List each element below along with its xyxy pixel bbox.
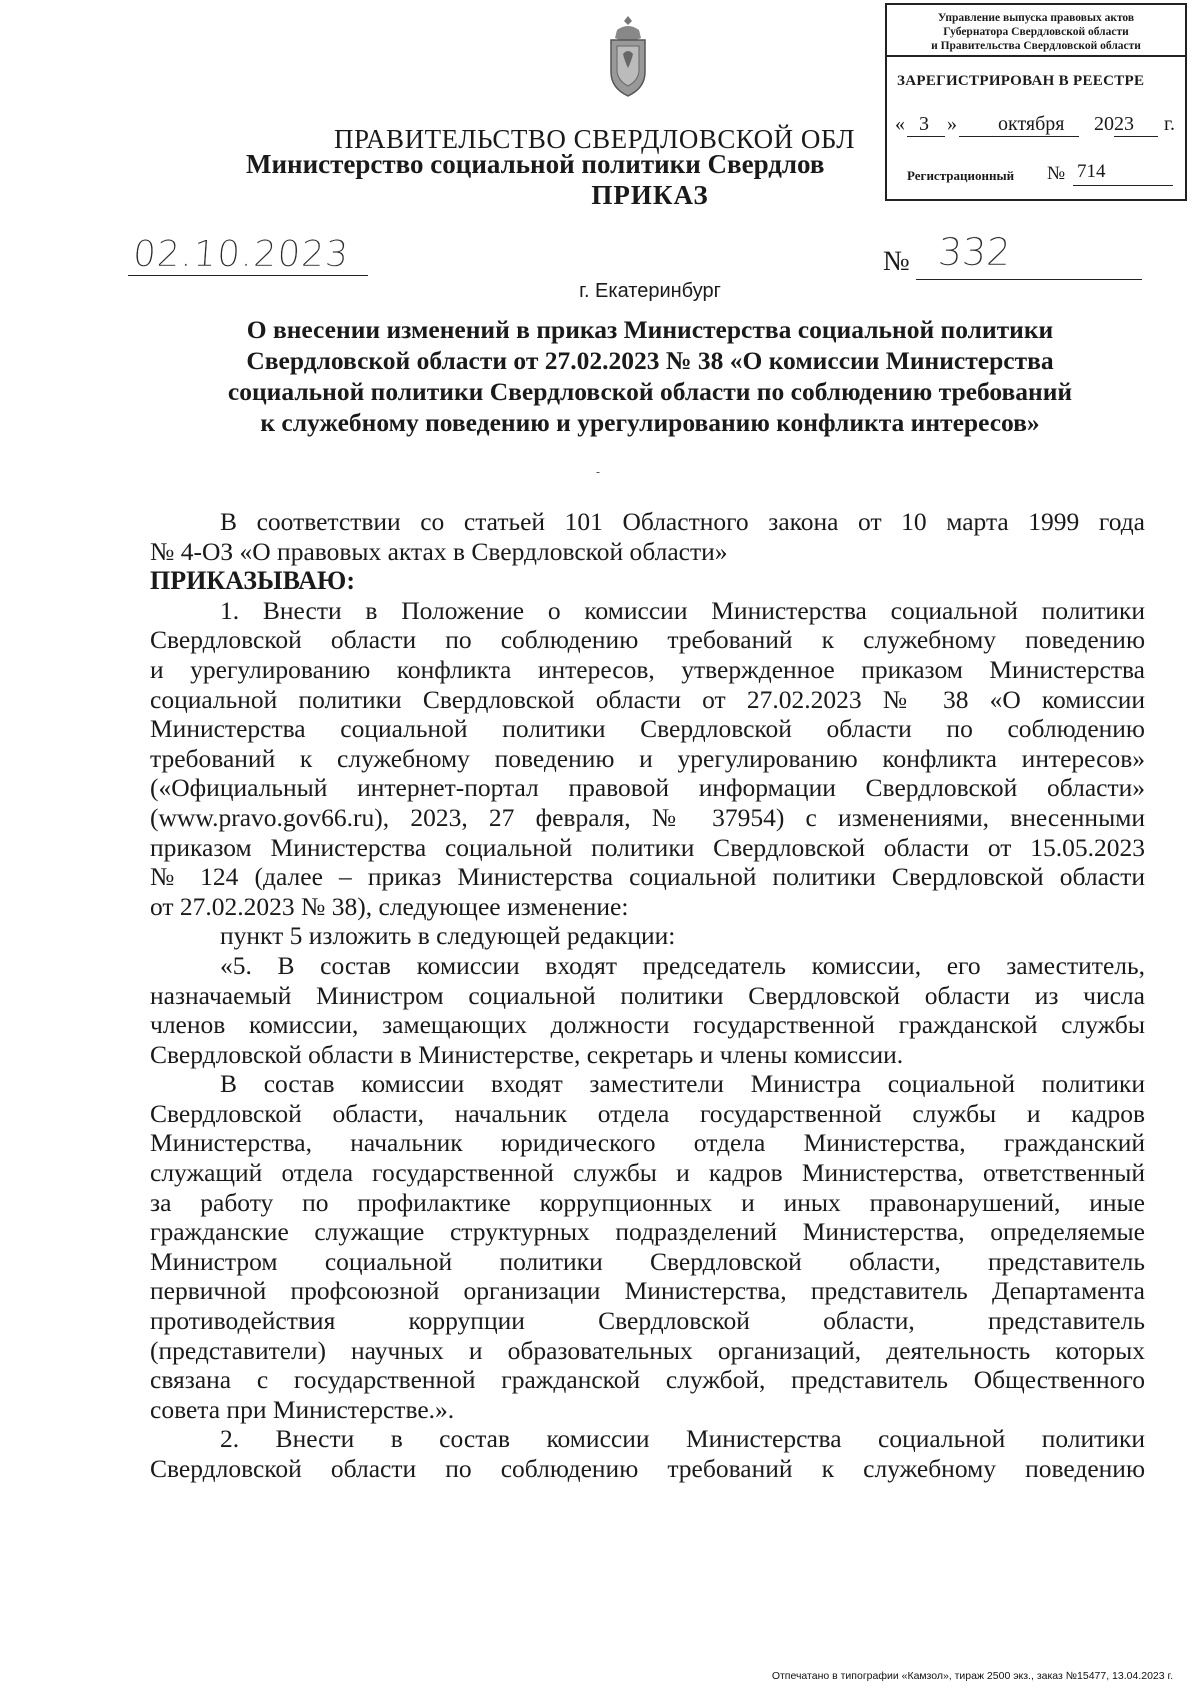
- body-line: Министерства социальной политики Свердловской области по соблюдению: [150, 714, 1145, 744]
- body-line: назначаемый Министром социальной политики Свердловской области из числа: [150, 980, 1145, 1010]
- body-line: пункт 5 изложить в следующей редакции:: [220, 921, 676, 951]
- ministry-heading: Министерство социальной политики Свердлов: [246, 149, 825, 179]
- document-body: [150, 507, 1145, 1484]
- date-underline: [128, 275, 368, 276]
- body-line: Свердловской области по соблюдению требований к служебному поведению: [150, 1454, 1145, 1483]
- body-line: приказом Министерства социальной политики Свердловской области от 15.05.2023: [150, 832, 1145, 862]
- handwritten-number: 332: [936, 230, 1013, 274]
- stamp-office-line: Губернатора Свердловской области: [943, 26, 1129, 38]
- body-line: гражданские служащие структурных подразделений Министерства, определяемые: [150, 1217, 1145, 1247]
- coat-of-arms-emblem: [605, 14, 651, 100]
- title-line: к служебному поведению и урегулированию конфликта интересов»: [260, 408, 1040, 437]
- stamp-office-line: Управление выпуска правовых актов: [937, 12, 1135, 24]
- document-type: ПРИКАЗ: [591, 180, 709, 210]
- stamp-month-underline: [959, 136, 1079, 137]
- body-line: первичной профсоюзной организации Министерства, представитель Департамента: [150, 1276, 1145, 1306]
- order-verb: ПРИКАЗЫВАЮ:: [150, 566, 355, 596]
- stamp-office-line: и Правительства Свердловской области: [931, 40, 1141, 52]
- body-line: и урегулированию конфликта интересов, утвержденное приказом Министерства: [150, 654, 1145, 684]
- body-line: № 124 (далее – приказ Министерства социальной политики Свердловской области: [150, 862, 1145, 892]
- body-line: требований к служебному поведению и урегулированию конфликта интересов»: [150, 743, 1145, 773]
- body-line: за работу по профилактике коррупционных и иных правонарушений, иные: [150, 1187, 1145, 1217]
- body-line: противодействия коррупции Свердловской области, представитель: [150, 1306, 1145, 1336]
- body-line: «5. В состав комиссии входят председатель комиссии, его заместитель,: [220, 950, 1145, 980]
- body-line: членов комиссии, замещающих должности государственной гражданской службы: [150, 1010, 1145, 1040]
- body-line: Свердловской области в Министерстве, секретарь и члены комиссии.: [150, 1039, 904, 1069]
- stamp-office-header: [887, 5, 1185, 57]
- stamp-reg-number: 714: [1077, 161, 1106, 182]
- title-line: Свердловской области от 27.02.2023 № 38 «О комиссии Министерства: [246, 346, 1054, 375]
- body-line: совета при Министерстве.».: [150, 1394, 455, 1424]
- body-line: (представители) научных и образовательных организаций, деятельность которых: [150, 1335, 1145, 1365]
- stamp-day: 3: [919, 113, 929, 135]
- body-line: («Официальный интернет-портал правовой информации Свердловской области»: [150, 773, 1145, 803]
- scan-speck: -: [596, 465, 601, 479]
- body-line: В соответствии со статьей 101 Областного закона от 10 марта 1999 года: [220, 507, 1145, 536]
- stamp-year-suffix: 23: [1114, 113, 1134, 135]
- body-line: № 4-ОЗ «О правовых актах в Свердловской области»: [150, 536, 728, 566]
- body-line: Свердловской области по соблюдению требований к служебному поведению: [150, 625, 1145, 655]
- handwritten-date: 02.10.2023: [131, 234, 351, 275]
- registration-stamp: [885, 3, 1187, 201]
- government-heading: ПРАВИТЕЛЬСТВО СВЕРДЛОВСКОЙ ОБЛ: [334, 124, 856, 154]
- body-line: служащий отдела государственной службы и кадров Министерства, ответственный: [150, 1158, 1145, 1188]
- title-line: О внесении изменений в приказ Министерства социальной политики: [246, 315, 1054, 344]
- body-line: Министерства, начальник юридического отдела Министерства, гражданский: [150, 1128, 1145, 1158]
- number-sign: №: [883, 246, 910, 277]
- stamp-open-quote: «: [895, 113, 905, 135]
- body-line: социальной политики Свердловской области от 27.02.2023 № 38 «О комиссии: [150, 684, 1145, 714]
- body-line: Свердловской области, начальник отдела государственной службы и кадров: [150, 1098, 1145, 1128]
- body-line: 1. Внести в Положение о комиссии Министерства социальной политики: [220, 595, 1145, 625]
- city-line: г. Екатеринбург: [579, 280, 721, 302]
- document-title: [150, 314, 1150, 438]
- body-line: 2. Внести в состав комиссии Министерства социальной политики: [220, 1424, 1145, 1454]
- body-line: от 27.02.2023 № 38), следующее изменение:: [150, 891, 629, 921]
- stamp-year-mark: г.: [1164, 113, 1175, 135]
- stamp-month: октября: [998, 113, 1065, 135]
- stamp-reg-label: Регистрационный: [907, 168, 1015, 183]
- stamp-day-underline: [907, 136, 945, 137]
- print-footer: Отпечатано в типографии «Камзол», тираж 2500 экз., заказ №15477, 13.04.2023 г.: [771, 1670, 1173, 1682]
- stamp-year-prefix: 20: [1094, 113, 1114, 135]
- stamp-year-underline: [1114, 136, 1158, 137]
- title-line: социальной политики Свердловской области по соблюдению требований: [227, 377, 1073, 406]
- body-line: В состав комиссии входят заместители Министра социальной политики: [220, 1069, 1145, 1099]
- stamp-reg-sign: №: [1047, 163, 1066, 184]
- stamp-close-quote: »: [947, 113, 957, 135]
- stamp-registered-label: ЗАРЕГИСТРИРОВАН В РЕЕСТРЕ: [897, 73, 1145, 89]
- body-line: связана с государственной гражданской службой, представитель Общественного: [150, 1365, 1145, 1395]
- stamp-overlap-mask: [870, 118, 884, 188]
- body-line: Министром социальной политики Свердловской области, представитель: [150, 1246, 1145, 1276]
- body-line: (www.pravo.gov66.ru), 2023, 27 февраля, № 37954) с изменениями, внесенными: [150, 802, 1145, 832]
